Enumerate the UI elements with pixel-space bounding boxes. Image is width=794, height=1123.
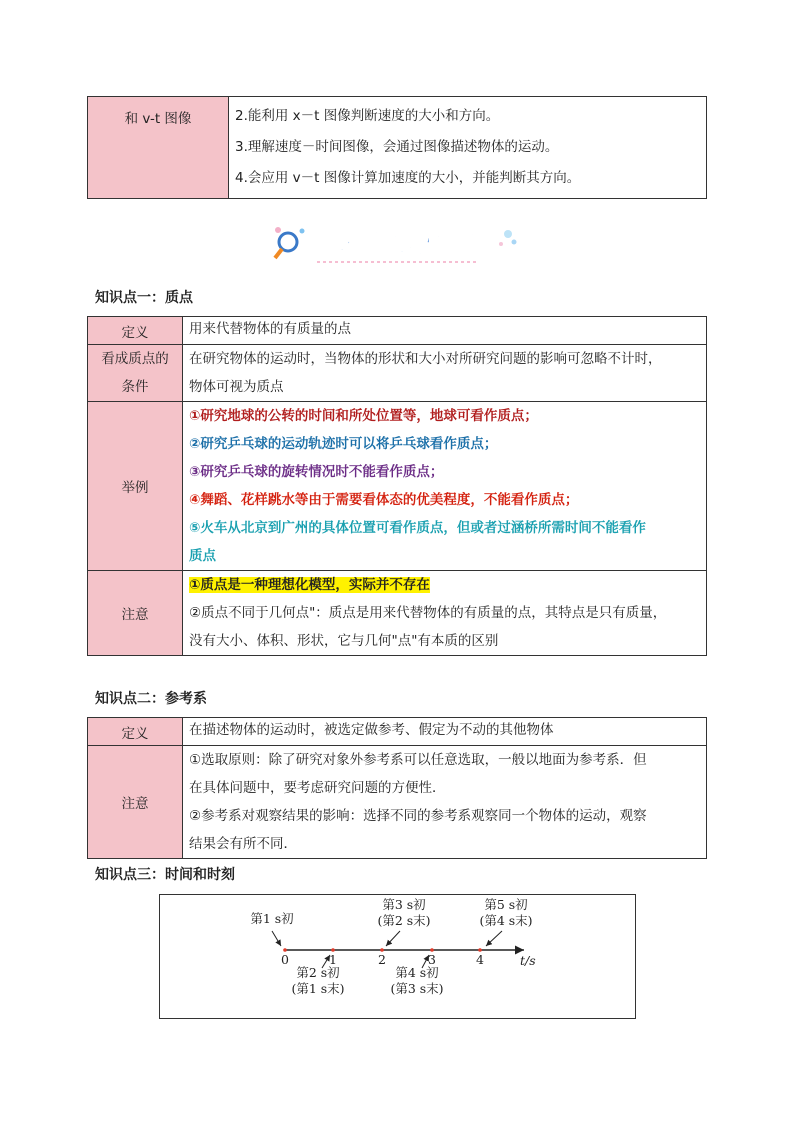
section-heading-1: 知识点一：质点 (95, 290, 193, 306)
cond-text-line2: 物体可视为质点 (189, 379, 284, 395)
section-banner (272, 222, 522, 268)
objectives-content-cell (229, 97, 707, 199)
def-text: 用来代替物体的有质量的点 (189, 321, 351, 337)
banner-title: 基础知识梳理 (318, 230, 476, 260)
timeline-figure (159, 894, 636, 1019)
example-item-5-cont: 质点 (189, 548, 216, 564)
section-heading-2: 知识点二：参考系 (95, 691, 207, 707)
tick-label-3: 3 (428, 952, 436, 967)
objectives-label: 和 v-t 图像 (124, 111, 192, 127)
example-item-5: ⑤火车从北京到广州的具体位置可看作质点，但或者过涵桥所需时间不能看作 (189, 520, 646, 536)
ref-note-2: ②参考系对观察结果的影响：选择不同的参考系观察同一个物体的运动，观察 (189, 808, 647, 824)
above-label-0-line1: 第1 s初 (250, 911, 294, 926)
below-label-1-line2: (第3 s末) (390, 981, 444, 996)
below-label-0-line2: (第1 s末) (291, 981, 345, 996)
note-highlight: ①质点是一种理想化模型，实际并不存在 (189, 577, 430, 593)
ref-def-text: 在描述物体的运动时，被选定做参考、假定为不动的其他物体 (189, 722, 554, 738)
below-label-0-line1: 第2 s初 (296, 965, 340, 980)
tick-label-0: 0 (281, 952, 289, 967)
objective-line: 4.会应用 v－t 图像计算加速度的大小，并能判断其方向。 (235, 170, 581, 186)
point2-table (87, 717, 707, 859)
above-label-2-line2: (第4 s末) (479, 913, 533, 928)
tick-label-1: 1 (329, 952, 337, 967)
ref-def-content-cell (183, 718, 707, 746)
above-label-1-line2: (第2 s末) (377, 913, 431, 928)
ref-def-label-cell (88, 718, 183, 746)
timeline-svg (160, 895, 635, 1018)
cond-content-cell (183, 345, 707, 402)
cond-label-line2: 条件 (121, 379, 149, 395)
note-item-2: ②质点不同于几何点"：质点是用来代替物体的有质量的点，其特点是只有质量， (189, 605, 667, 621)
ref-note-content-cell (183, 746, 707, 859)
ref-note-1: ①选取原则：除了研究对象外参考系可以任意选取，一般以地面为参考系．但 (189, 752, 647, 768)
objective-line: 3.理解速度－时间图像，会通过图像描述物体的运动。 (235, 139, 559, 155)
example-label-cell (88, 402, 183, 571)
cond-label-line1: 看成质点的 (101, 351, 169, 367)
def-label: 定义 (121, 324, 149, 341)
example-item-3: ③研究乒乓球的旋转情况时不能看作质点； (189, 464, 444, 480)
example-item-4: ④舞蹈、花样跳水等由于需要看体态的优美程度，不能看作质点； (189, 492, 579, 508)
example-content-cell (183, 402, 707, 571)
example-item-1: ①研究地球的公转的时间和所处位置等，地球可看作质点； (189, 408, 538, 424)
below-label-1-line1: 第4 s初 (395, 965, 439, 980)
note-label: 注意 (121, 607, 149, 623)
objective-line: 2.能利用 x－t 图像判断速度的大小和方向。 (235, 108, 500, 124)
def-label-cell (88, 317, 183, 345)
example-item-2: ②研究乒乓球的运动轨迹时可以将乒乓球看作质点； (189, 436, 498, 452)
above-label-2-line1: 第5 s初 (484, 897, 528, 912)
axis-label: t/s (520, 953, 536, 968)
ref-note-1-cont: 在具体问题中，要考虑研究问题的方便性． (189, 780, 446, 796)
note-item-2-cont: 没有大小、体积、形状，它与几何"点"有本质的区别 (189, 633, 499, 649)
section-heading-3: 知识点三：时间和时刻 (95, 867, 235, 883)
ref-note-label: 注意 (121, 796, 149, 812)
point1-table (87, 316, 707, 656)
cond-text-line1: 在研究物体的运动时，当物体的形状和大小对所研究问题的影响可忽略不计时， (189, 351, 662, 367)
ref-note-label-cell (88, 746, 183, 859)
objectives-label-cell (88, 97, 229, 199)
tick-label-4: 4 (476, 952, 484, 967)
tick-label-2: 2 (378, 952, 386, 967)
ref-note-2-cont: 结果会有所不同． (189, 836, 297, 852)
cond-label-cell (88, 345, 183, 402)
def-content-cell (183, 317, 707, 345)
above-label-1-line1: 第3 s初 (382, 897, 426, 912)
example-label: 举例 (121, 480, 149, 496)
note-content-cell (183, 571, 707, 656)
note-label-cell (88, 571, 183, 656)
objectives-table (87, 96, 707, 199)
ref-def-label: 定义 (121, 725, 149, 742)
